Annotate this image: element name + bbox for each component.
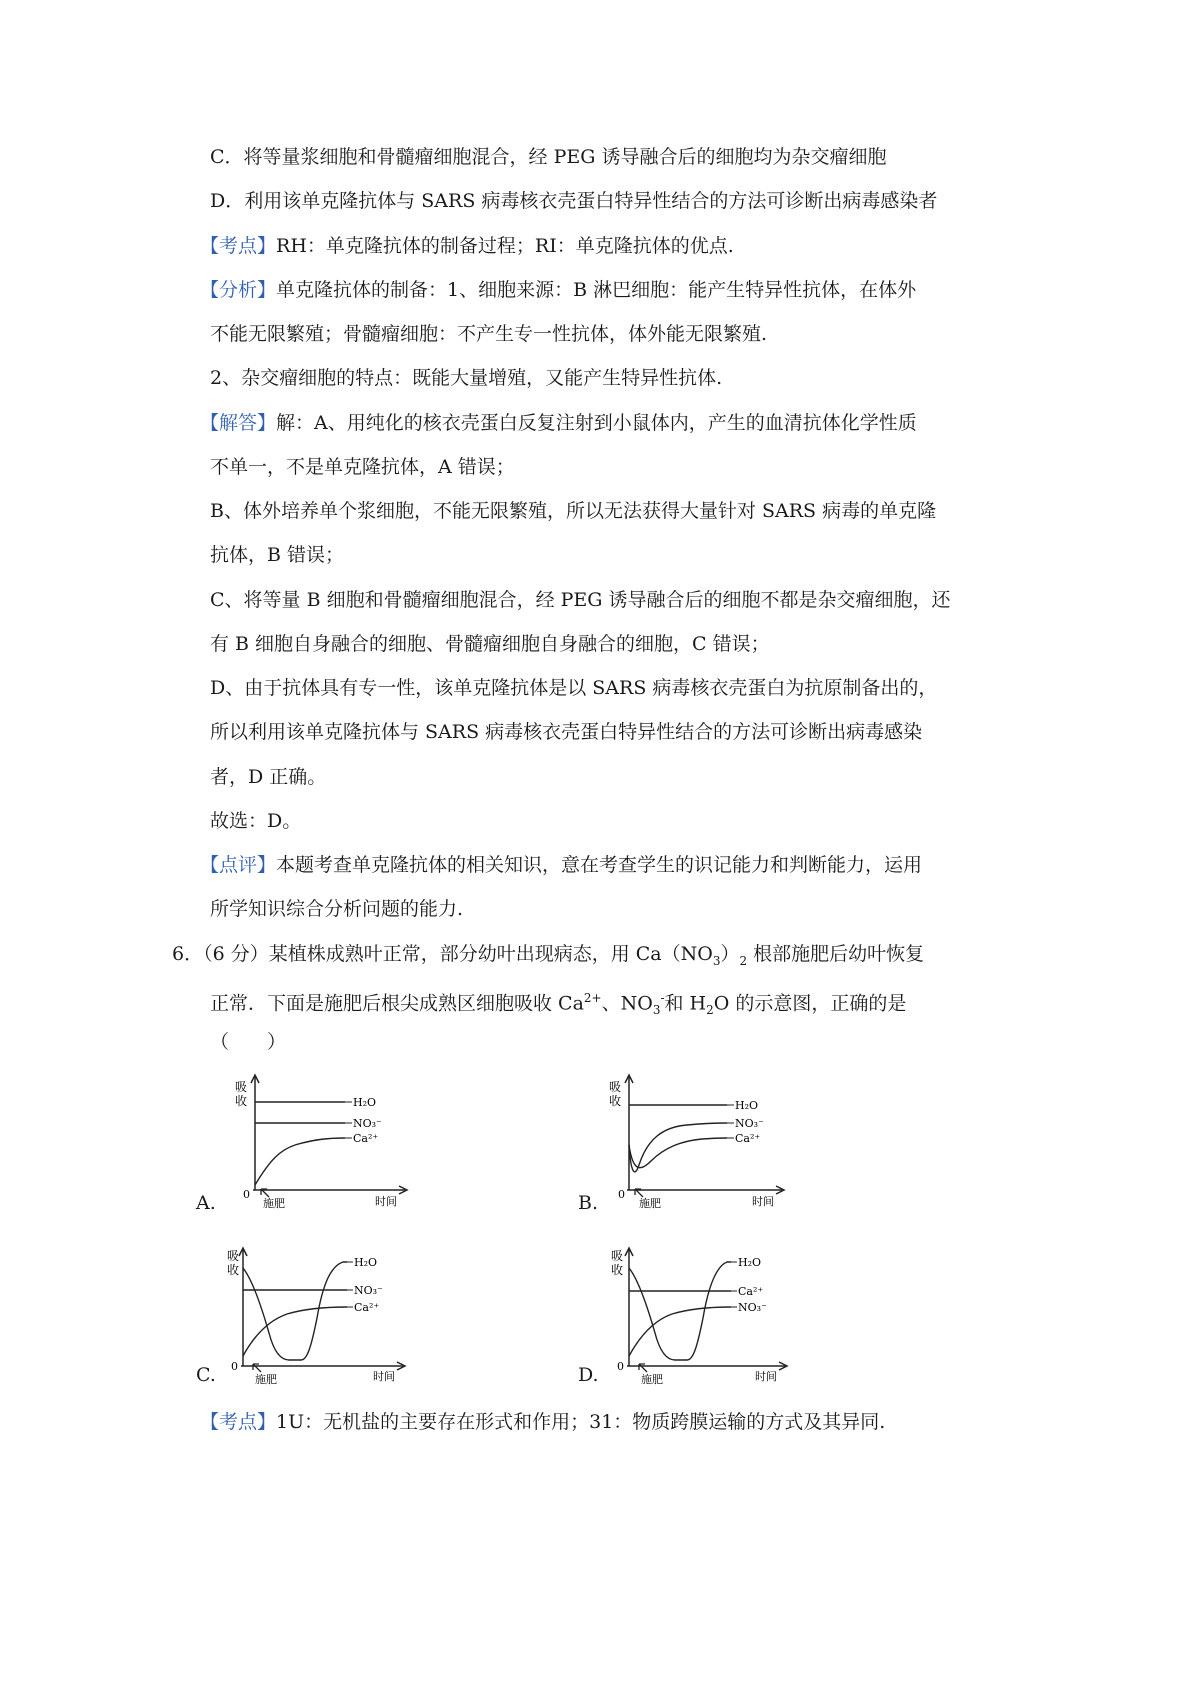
graph-b-origin: 0 <box>618 1188 625 1201</box>
graph-d-fert-label: 施肥 <box>641 1373 663 1386</box>
graph-d-ylabel-1: 吸 <box>611 1249 624 1263</box>
option-a-label[interactable]: A. <box>196 1192 216 1214</box>
graph-a-ca-curve <box>255 1138 345 1185</box>
graph-c-ylabel-1: 吸 <box>227 1249 240 1263</box>
jieda-7: D、由于抗体具有专一性，该单克隆抗体是以 SARS 病毒核衣壳蛋白为抗原制备出的， <box>210 677 938 699</box>
graph-c-label-ca: Ca²⁺ <box>354 1301 380 1314</box>
graph-c-fert-arrow <box>253 1364 261 1372</box>
jieda-4: 抗体，B 错误； <box>210 544 345 566</box>
dianping-1: 【点评】本题考查单克隆抗体的相关知识，意在考查学生的识记能力和判断能力，运用 <box>200 854 923 876</box>
graph-c <box>225 1238 420 1388</box>
graph-c-label-no3: NO₃⁻ <box>354 1284 383 1297</box>
graph-a-origin: 0 <box>243 1188 250 1201</box>
graph-a-ylabel-2: 收 <box>235 1094 248 1108</box>
jieda-6: 有 B 细胞自身融合的细胞、骨髓瘤细胞自身融合的细胞，C 错误； <box>210 633 770 655</box>
dianping-2: 所学知识综合分析问题的能力. <box>210 898 464 920</box>
kaodian-2: 【考点】1U：无机盐的主要存在形式和作用；31：物质跨膜运输的方式及其异同. <box>200 1411 886 1433</box>
option-d: D．利用该单克隆抗体与 SARS 病毒核衣壳蛋白特异性结合的方法可诊断出病毒感染者 <box>210 190 938 212</box>
fenxi-1: 【分析】单克隆抗体的制备：1、细胞来源：B 淋巴细胞：能产生特异性抗体，在体外 <box>200 279 917 301</box>
graph-c-axes <box>239 1248 405 1370</box>
graph-a <box>225 1065 420 1215</box>
graph-d-no3-curve <box>629 1307 731 1356</box>
option-b-label[interactable]: B. <box>578 1192 599 1214</box>
graph-d-xlabel: 时间 <box>755 1370 777 1383</box>
graph-b-label-no3: NO₃⁻ <box>735 1117 764 1130</box>
graph-d-origin: 0 <box>617 1360 624 1373</box>
jieda-1: 【解答】解：A、用纯化的核衣壳蛋白反复注射到小鼠体内，产生的血清抗体化学性质 <box>200 412 917 434</box>
graph-d-ylabel-2: 收 <box>611 1263 624 1277</box>
graph-c-fert-label: 施肥 <box>255 1373 277 1386</box>
graph-d <box>607 1238 802 1388</box>
option-d-label[interactable]: D. <box>578 1364 599 1386</box>
graph-c-h2o-curve <box>243 1262 347 1360</box>
graph-c-ca-curve <box>243 1307 347 1356</box>
graph-a-fert-label: 施肥 <box>263 1197 285 1210</box>
jieda-9: 者，D 正确。 <box>210 766 327 788</box>
graph-d-h2o-curve <box>629 1262 731 1360</box>
graph-a-label-ca: Ca²⁺ <box>353 1132 379 1145</box>
graph-a-axes <box>251 1075 407 1194</box>
jieda-5: C、将等量 B 细胞和骨髓瘤细胞混合，经 PEG 诱导融合后的细胞不都是杂交瘤细胞，还 <box>210 589 951 611</box>
option-c-label[interactable]: C. <box>196 1364 216 1386</box>
graph-c-ylabel-2: 收 <box>227 1263 240 1277</box>
graph-b-fert-label: 施肥 <box>639 1197 661 1210</box>
fenxi-2: 不能无限繁殖；骨髓瘤细胞：不产生专一性抗体，体外能无限繁殖. <box>210 323 768 345</box>
graph-a-label-no3: NO₃⁻ <box>353 1117 382 1130</box>
graph-a-xlabel: 时间 <box>375 1195 397 1208</box>
graph-a-label-h2o: H₂O <box>353 1096 377 1109</box>
guxuan: 故选：D。 <box>210 810 302 832</box>
graph-c-origin: 0 <box>231 1360 238 1373</box>
option-c: C．将等量浆细胞和骨髓瘤细胞混合，经 PEG 诱导融合后的细胞均为杂交瘤细胞 <box>210 146 887 168</box>
jieda-8: 所以利用该单克隆抗体与 SARS 病毒核衣壳蛋白特异性结合的方法可诊断出病毒感染 <box>210 721 923 743</box>
graph-b-ylabel-1: 吸 <box>609 1080 622 1094</box>
graph-c-label-h2o: H₂O <box>354 1256 378 1269</box>
graph-b-label-ca: Ca²⁺ <box>735 1132 761 1145</box>
question-6-line3: （ ） <box>210 1031 287 1053</box>
graph-a-ylabel-1: 吸 <box>235 1080 248 1094</box>
graph-d-label-no3: NO₃⁻ <box>738 1301 767 1314</box>
graph-b-xlabel: 时间 <box>752 1195 774 1208</box>
jieda-2: 不单一，不是单克隆抗体，A 错误； <box>210 456 515 478</box>
graph-d-fert-arrow <box>639 1364 647 1372</box>
kaodian-1: 【考点】RH：单克隆抗体的制备过程；RI：单克隆抗体的优点. <box>200 235 734 257</box>
fenxi-3: 2、杂交瘤细胞的特点：既能大量增殖，又能产生特异性抗体. <box>210 367 723 389</box>
graph-b-ylabel-2: 收 <box>609 1094 622 1108</box>
question-6-line1: 6．（6 分）某植株成熟叶正常，部分幼叶出现病态，用 $Ca(NO_3)_2$ 根部施肥后幼叶恢复 <box>172 943 925 968</box>
jieda-3: B、体外培养单个浆细胞，不能无限繁殖，所以无法获得大量针对 SARS 病毒的单克隆 <box>210 500 937 522</box>
graph-d-label-ca: Ca²⁺ <box>738 1285 764 1298</box>
graph-b-label-h2o: H₂O <box>735 1099 759 1112</box>
question-6-line2: 正常．下面是施肥后根尖成熟区细胞吸收 $Ca^{2+}$、$NO_3^-$和 $H_2O$ 的示意图，正确的是 <box>210 991 907 1018</box>
graph-c-xlabel: 时间 <box>373 1370 395 1383</box>
graph-d-label-h2o: H₂O <box>738 1256 762 1269</box>
graph-b-no3-curve <box>629 1123 727 1172</box>
graph-b <box>607 1065 802 1215</box>
